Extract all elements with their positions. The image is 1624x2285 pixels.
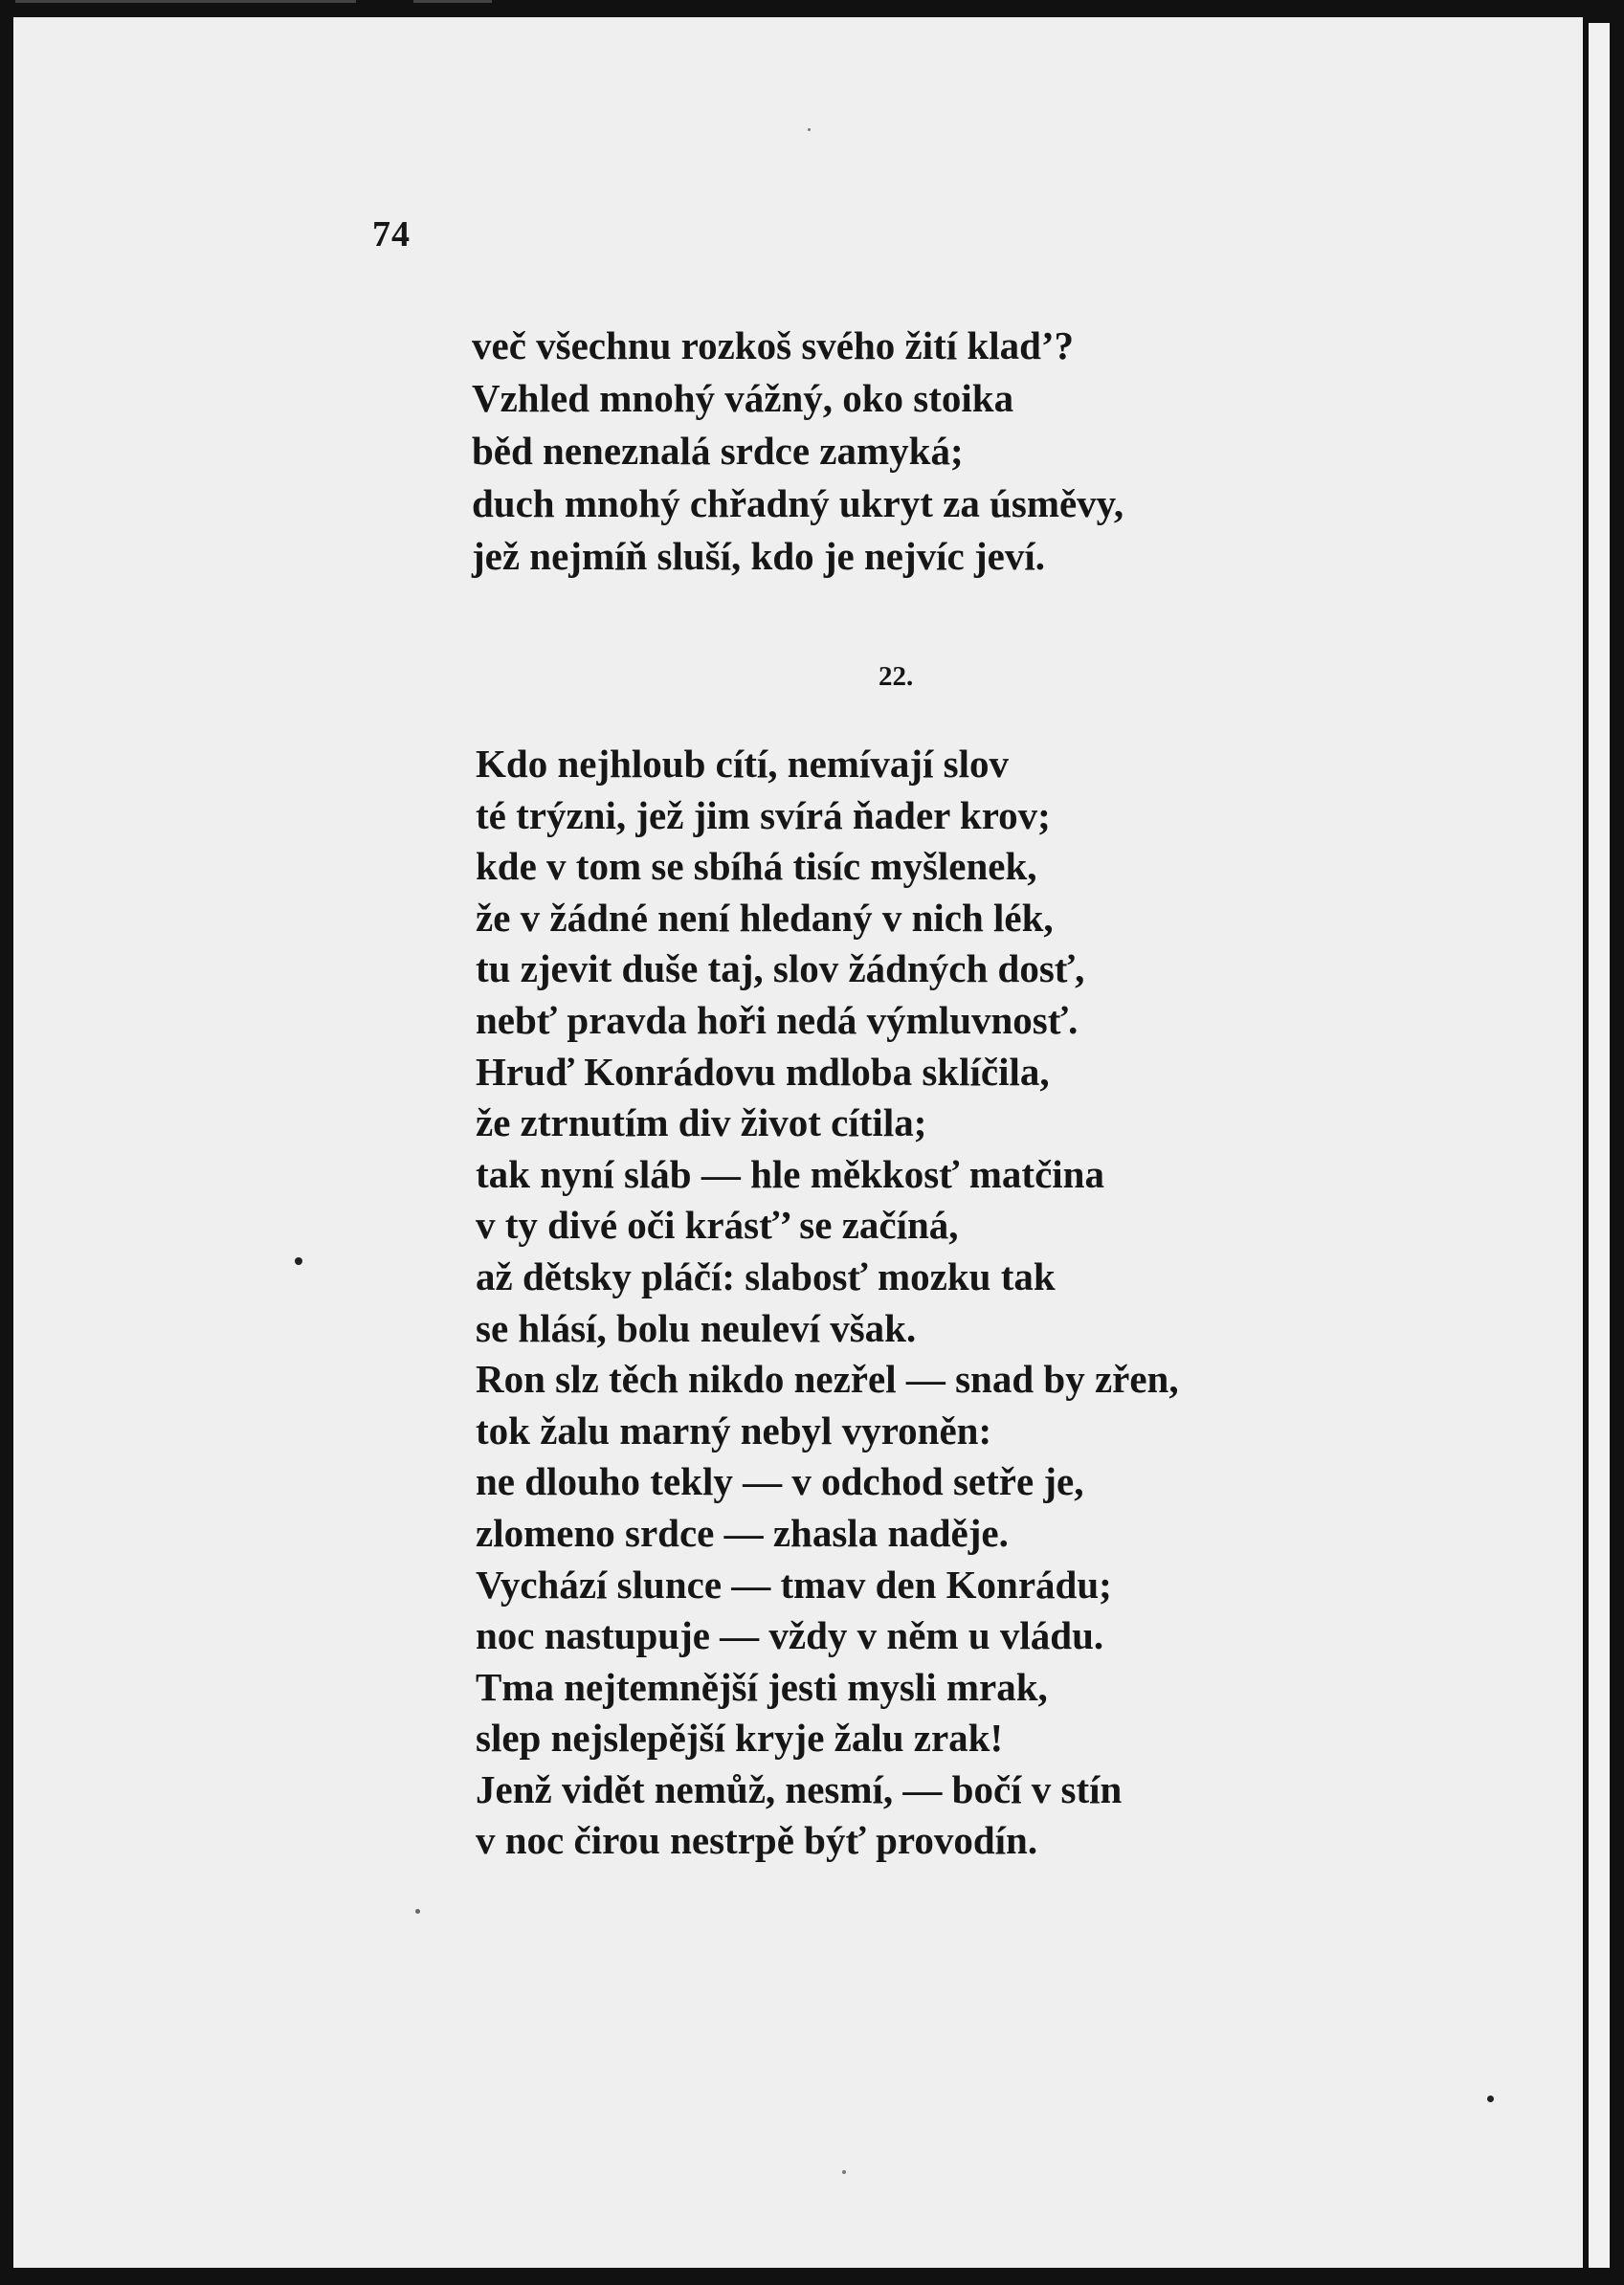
scan-top-edge-mark-short [413, 0, 492, 3]
poem-line: jež nejmíň sluší, kdo je nejvíc jeví. [472, 534, 1045, 578]
poem-line: slep nejslepější kryje žalu zrak! [476, 1716, 1004, 1761]
adjacent-page-edge [1589, 23, 1610, 2268]
scan-top-edge-mark [15, 0, 356, 3]
poem-line: Vzhled mnohý vážný, oko stoika [472, 376, 1014, 420]
poem-line: až dětsky pláčí: slabosť mozku tak [476, 1253, 1056, 1298]
poem-line: v ty divé oči krásť’ se začíná, [476, 1203, 959, 1248]
poem-line: že v žádné není hledaný v nich lék, [476, 895, 1054, 940]
poem-line: tu zjevit duše taj, slov žádných dosť, [476, 946, 1085, 991]
section-number: 22. [879, 661, 914, 692]
poem-line: té trýzni, jež jim svírá ňader krov; [476, 792, 1051, 837]
poem-line: se hlásí, bolu neuleví však. [476, 1305, 917, 1350]
poem-line: ne dlouho tekly — v odchod setře je, [476, 1459, 1084, 1504]
poem-line: noc nastupuje — vždy v něm u vládu. [476, 1613, 1104, 1658]
poem-line: tok žalu marný nebyl vyroněn: [476, 1408, 992, 1453]
page-number: 74 [372, 214, 411, 255]
poem-line: kde v tom se sbíhá tisíc myšlenek, [476, 844, 1037, 889]
scan-speck [808, 128, 811, 131]
poem-line: Jenž vidět nemůž, nesmí, — bočí v stín [476, 1766, 1123, 1811]
poem-line: več všechnu rozkoš svého žití klad’? [472, 323, 1075, 367]
poem-stanza-top [472, 320, 1123, 583]
poem-line: tak nyní sláb — hle měkkosť matčina [476, 1151, 1104, 1196]
poem-line: že ztrnutím div život cítila; [476, 1100, 927, 1145]
poem-line: duch mnohý chřadný ukryt za úsměvy, [472, 481, 1124, 525]
poem-line: zlomeno srdce — zhasla naděje. [476, 1510, 1009, 1555]
poem-line: Ron slz těch nikdo nezřel — snad by zřen, [476, 1357, 1179, 1402]
scan-speck [415, 1909, 420, 1914]
poem-line: Kdo nejhloub cítí, nemívají slov [476, 742, 1009, 786]
poem-stanza-main [476, 739, 1179, 1867]
poem-line: Hruď Konrádovu mdloba sklíčila, [476, 1049, 1050, 1094]
scan-speck [842, 2170, 846, 2174]
book-page [13, 17, 1583, 2268]
poem-line: nebť pravda hoři nedá výmluvnosť. [476, 997, 1079, 1042]
poem-line: v noc čirou nestrpě býť provodín. [476, 1818, 1038, 1863]
poem-line: Vychází slunce — tmav den Konrádu; [476, 1562, 1112, 1607]
poem-line: běd neneznalá srdce zamyká; [472, 429, 964, 473]
scan-speck [1487, 2096, 1494, 2102]
scan-speck [295, 1257, 302, 1265]
poem-line: Tma nejtemnější jesti mysli mrak, [476, 1664, 1048, 1709]
